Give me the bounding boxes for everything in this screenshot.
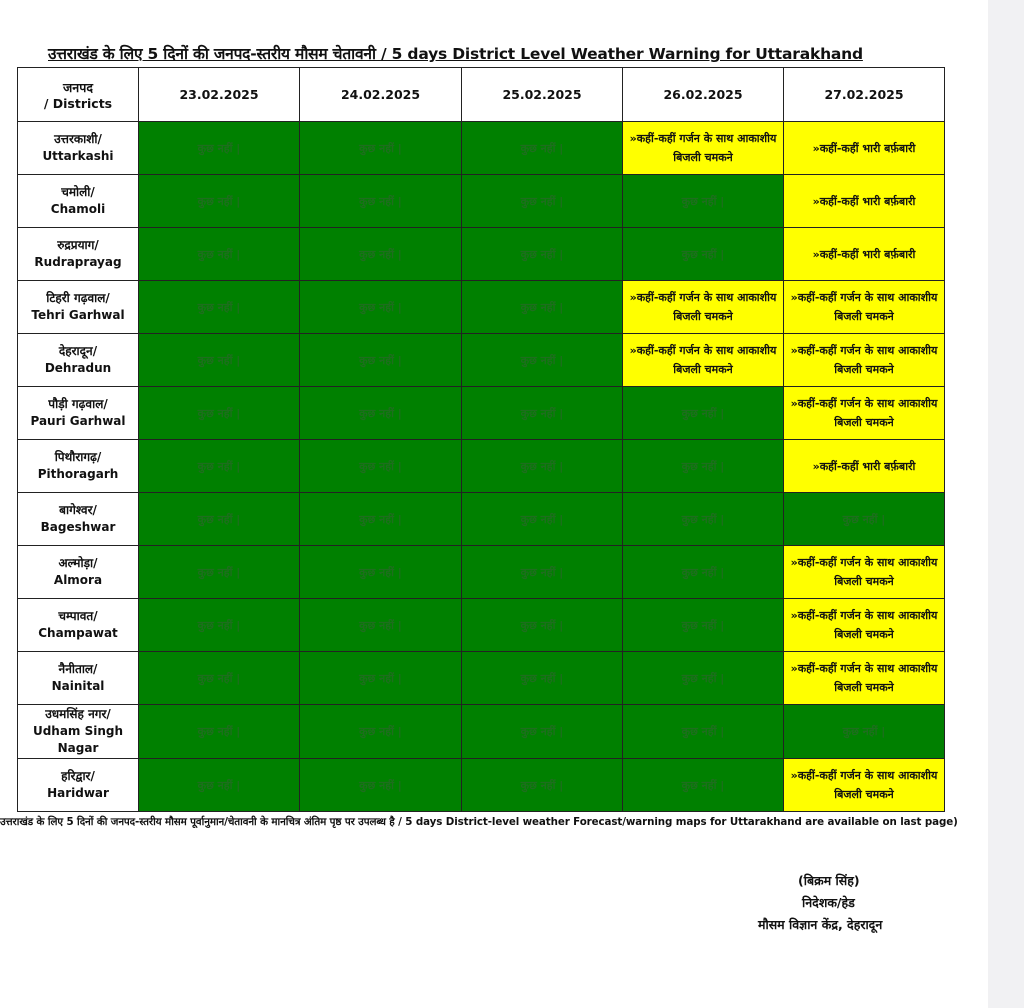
- district-name-hi: देहरादून/: [58, 344, 98, 358]
- district-name-en: Pithoragarh: [37, 467, 119, 481]
- warning-cell-yellow: »कहीं-कहीं गर्जन के साथ आकाशीय बिजली चमकने: [784, 281, 945, 334]
- warning-cell-yellow: »कहीं-कहीं गर्जन के साथ आकाशीय बिजली चमकने: [784, 599, 945, 652]
- footnote: उत्तराखंड के लिए 5 दिनों की जनपद-स्तरीय मौसम पूर्वानुमान/चेतावनी के मानचित्र अंतिम पृष्ठ पर उपलब्ध है / 5 days District-level weather Forecast/warning maps for Uttarakhand are available on last page): [0, 816, 958, 828]
- district-cell: [18, 493, 139, 546]
- warning-cell-yellow: »कहीं-कहीं गर्जन के साथ आकाशीय बिजली चमकने: [784, 546, 945, 599]
- warning-table: [17, 67, 945, 812]
- warning-cell-green: कुछ नहीं |: [462, 652, 623, 705]
- warning-cell-green: कुछ नहीं |: [139, 122, 300, 175]
- district-name-en: Champawat: [38, 626, 118, 640]
- district-name-hi: रुद्रप्रयाग/: [57, 238, 99, 252]
- district-cell: [18, 705, 139, 759]
- table-row: [18, 440, 945, 493]
- district-name-en: Dehradun: [44, 361, 112, 375]
- district-cell: [18, 122, 139, 175]
- warning-cell-green: कुछ नहीं |: [462, 334, 623, 387]
- warning-cell-green: कुछ नहीं |: [623, 228, 784, 281]
- warning-cell-yellow: »कहीं-कहीं गर्जन के साथ आकाशीय बिजली चमकने: [623, 281, 784, 334]
- warning-cell-green: कुछ नहीं |: [462, 599, 623, 652]
- date-header: 24.02.2025: [300, 68, 462, 122]
- warning-cell-yellow: »कहीं-कहीं भारी बर्फ़बारी: [784, 175, 945, 228]
- warning-cell-green: कुछ नहीं |: [300, 599, 462, 652]
- table-row: [18, 228, 945, 281]
- warning-cell-green: कुछ नहीं |: [300, 334, 462, 387]
- district-name-hi: पिथौरागढ़/: [54, 450, 102, 464]
- district-name-hi: टिहरी गढ़वाल/: [46, 291, 110, 305]
- warning-cell-green: कुछ नहीं |: [300, 440, 462, 493]
- district-name-en: Rudraprayag: [34, 255, 122, 269]
- date-header: 26.02.2025: [623, 68, 784, 122]
- warning-cell-green: कुछ नहीं |: [139, 599, 300, 652]
- warning-cell-green: कुछ नहीं |: [623, 705, 784, 759]
- district-cell: [18, 281, 139, 334]
- district-cell: [18, 228, 139, 281]
- warning-cell-green: कुछ नहीं |: [462, 228, 623, 281]
- table-row: [18, 122, 945, 175]
- warning-cell-green: कुछ नहीं |: [139, 387, 300, 440]
- warning-cell-green: कुछ नहीं |: [623, 493, 784, 546]
- table-row: [18, 599, 945, 652]
- warning-cell-green: कुछ नहीं |: [623, 599, 784, 652]
- table-row: [18, 493, 945, 546]
- warning-cell-green: कुछ नहीं |: [462, 546, 623, 599]
- header-row: [18, 68, 945, 122]
- warning-cell-green: कुछ नहीं |: [300, 759, 462, 812]
- warning-cell-yellow: »कहीं-कहीं गर्जन के साथ आकाशीय बिजली चमकने: [784, 387, 945, 440]
- table-body: [18, 122, 945, 812]
- warning-cell-green: कुछ नहीं |: [300, 546, 462, 599]
- table-row: [18, 705, 945, 759]
- district-name-hi: नैनीताल/: [58, 662, 98, 676]
- signatory-office: मौसम विज्ञान केंद्र, देहरादून: [758, 917, 883, 932]
- districts-header-en: / Districts: [43, 95, 113, 111]
- district-cell: [18, 546, 139, 599]
- district-cell: [18, 175, 139, 228]
- warning-cell-green: कुछ नहीं |: [462, 175, 623, 228]
- warning-cell-green: कुछ नहीं |: [139, 175, 300, 228]
- date-header: 25.02.2025: [462, 68, 623, 122]
- table-row: [18, 759, 945, 812]
- district-name-hi: उत्तरकाशी/: [54, 132, 102, 146]
- district-cell: [18, 759, 139, 812]
- table-row: [18, 334, 945, 387]
- warning-cell-green: कुछ नहीं |: [139, 493, 300, 546]
- warning-cell-green: कुछ नहीं |: [623, 652, 784, 705]
- warning-cell-green: कुछ नहीं |: [462, 440, 623, 493]
- warning-cell-green: कुछ नहीं |: [139, 652, 300, 705]
- signature-block: [758, 870, 958, 936]
- date-header: 23.02.2025: [139, 68, 300, 122]
- warning-cell-green: कुछ नहीं |: [300, 705, 462, 759]
- warning-cell-green: कुछ नहीं |: [139, 281, 300, 334]
- district-name-hi: अल्मोड़ा/: [58, 556, 98, 570]
- date-header: 27.02.2025: [784, 68, 945, 122]
- warning-cell-green: कुछ नहीं |: [139, 334, 300, 387]
- warning-cell-green: कुछ नहीं |: [784, 705, 945, 759]
- signatory-designation: निदेशक/हेड: [802, 895, 855, 910]
- signatory-name: (बिक्रम सिंह): [798, 873, 860, 888]
- warning-cell-green: कुछ नहीं |: [462, 493, 623, 546]
- district-name-en: Almora: [53, 573, 103, 587]
- warning-cell-green: कुछ नहीं |: [623, 759, 784, 812]
- warning-cell-green: कुछ नहीं |: [139, 759, 300, 812]
- table-row: [18, 652, 945, 705]
- warning-cell-green: कुछ नहीं |: [139, 546, 300, 599]
- warning-cell-yellow: »कहीं-कहीं गर्जन के साथ आकाशीय बिजली चमकने: [784, 759, 945, 812]
- warning-cell-green: कुछ नहीं |: [139, 705, 300, 759]
- warning-cell-green: कुछ नहीं |: [784, 493, 945, 546]
- table-row: [18, 281, 945, 334]
- districts-header-hi: जनपद: [63, 79, 93, 95]
- district-name-hi: पौड़ी गढ़वाल/: [48, 397, 108, 411]
- table-row: [18, 546, 945, 599]
- district-name-en: Bageshwar: [40, 520, 116, 534]
- warning-cell-green: कुछ नहीं |: [300, 652, 462, 705]
- district-name-en: Udham Singh Nagar: [32, 724, 124, 755]
- district-name-en: Haridwar: [47, 786, 109, 800]
- warning-cell-yellow: »कहीं-कहीं गर्जन के साथ आकाशीय बिजली चमकने: [623, 334, 784, 387]
- warning-cell-yellow: »कहीं-कहीं गर्जन के साथ आकाशीय बिजली चमकने: [623, 122, 784, 175]
- district-name-hi: हरिद्वार/: [61, 769, 95, 783]
- table-row: [18, 175, 945, 228]
- warning-cell-yellow: »कहीं-कहीं भारी बर्फ़बारी: [784, 228, 945, 281]
- district-cell: [18, 440, 139, 493]
- districts-header: [18, 68, 139, 122]
- district-cell: [18, 599, 139, 652]
- warning-cell-green: कुछ नहीं |: [300, 493, 462, 546]
- warning-cell-green: कुछ नहीं |: [462, 387, 623, 440]
- district-name-en: Tehri Garhwal: [31, 308, 125, 322]
- district-name-en: Pauri Garhwal: [30, 414, 126, 428]
- warning-cell-green: कुछ नहीं |: [462, 122, 623, 175]
- warning-cell-green: कुछ नहीं |: [300, 228, 462, 281]
- warning-cell-green: कुछ नहीं |: [462, 281, 623, 334]
- district-cell: [18, 334, 139, 387]
- district-name-en: Nainital: [51, 679, 105, 693]
- warning-cell-green: कुछ नहीं |: [623, 175, 784, 228]
- page-title: उत्तराखंड के लिए 5 दिनों की जनपद-स्तरीय मौसम चेतावनी / 5 days District Level Weather Warning for Uttarakhand: [48, 45, 863, 63]
- district-name-en: Chamoli: [50, 202, 106, 216]
- warning-cell-green: कुछ नहीं |: [462, 705, 623, 759]
- warning-cell-yellow: »कहीं-कहीं गर्जन के साथ आकाशीय बिजली चमकने: [784, 334, 945, 387]
- warning-cell-green: कुछ नहीं |: [300, 281, 462, 334]
- warning-cell-green: कुछ नहीं |: [139, 228, 300, 281]
- warning-cell-yellow: »कहीं-कहीं भारी बर्फ़बारी: [784, 440, 945, 493]
- warning-cell-green: कुछ नहीं |: [623, 546, 784, 599]
- warning-cell-green: कुछ नहीं |: [300, 122, 462, 175]
- district-name-hi: चम्पावत/: [58, 609, 98, 623]
- warning-cell-green: कुछ नहीं |: [300, 175, 462, 228]
- warning-cell-green: कुछ नहीं |: [300, 387, 462, 440]
- district-cell: [18, 387, 139, 440]
- warning-cell-green: कुछ नहीं |: [139, 440, 300, 493]
- district-name-hi: बागेश्वर/: [59, 503, 97, 517]
- district-name-hi: उधमसिंह नगर/: [45, 707, 111, 721]
- warning-cell-yellow: »कहीं-कहीं गर्जन के साथ आकाशीय बिजली चमकने: [784, 652, 945, 705]
- warning-cell-green: कुछ नहीं |: [623, 387, 784, 440]
- district-name-en: Uttarkashi: [42, 149, 114, 163]
- district-cell: [18, 652, 139, 705]
- table-row: [18, 387, 945, 440]
- district-name-hi: चमोली/: [61, 185, 95, 199]
- warning-cell-green: कुछ नहीं |: [623, 440, 784, 493]
- warning-cell-yellow: »कहीं-कहीं भारी बर्फ़बारी: [784, 122, 945, 175]
- warning-cell-green: कुछ नहीं |: [462, 759, 623, 812]
